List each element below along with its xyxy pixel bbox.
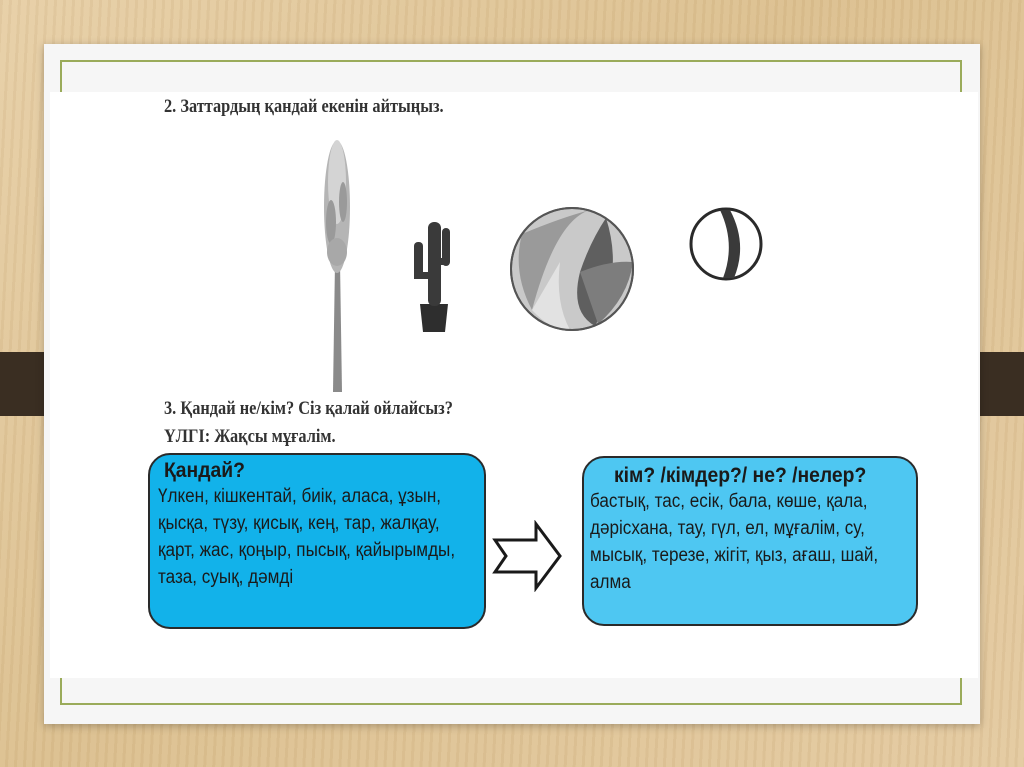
big-ball-icon	[511, 208, 633, 330]
adjectives-box	[148, 453, 486, 629]
worksheet-image	[50, 92, 978, 678]
nouns-box	[582, 456, 918, 626]
cactus-icon	[414, 222, 450, 332]
slide	[44, 44, 980, 724]
adjectives-list: Үлкен, кішкентай, биік, аласа, ұзын, қысқа, түзу, қисық, кең, тар, жалқау, қарт, жас, қоңыр, пысық, қайырымды, таза, суық, дәмді	[158, 486, 456, 588]
task2-heading: 2. Заттардың қандай екенін айтыңыз.	[164, 96, 444, 117]
arrow-right-icon	[492, 520, 564, 592]
adjectives-title: Қандай?	[164, 459, 245, 482]
small-ball-icon	[691, 209, 761, 279]
nouns-list: бастық, тас, есік, бала, көше, қала, дәрісхана, тау, гүл, ел, мұғалім, су, мысық, терезе, жігіт, қыз, ағаш, шай, алма	[590, 491, 879, 593]
nouns-title: кім? /кімдер?/ не? /нелер?	[614, 464, 867, 487]
decor-band-right	[974, 352, 1024, 416]
task3-example: ҮЛГІ: Жақсы мұғалім.	[164, 426, 336, 447]
pictures-row	[50, 92, 978, 392]
task3-heading: 3. Қандай не/кім? Сіз қалай ойлайсыз?	[164, 398, 453, 419]
tree-icon	[324, 140, 350, 392]
